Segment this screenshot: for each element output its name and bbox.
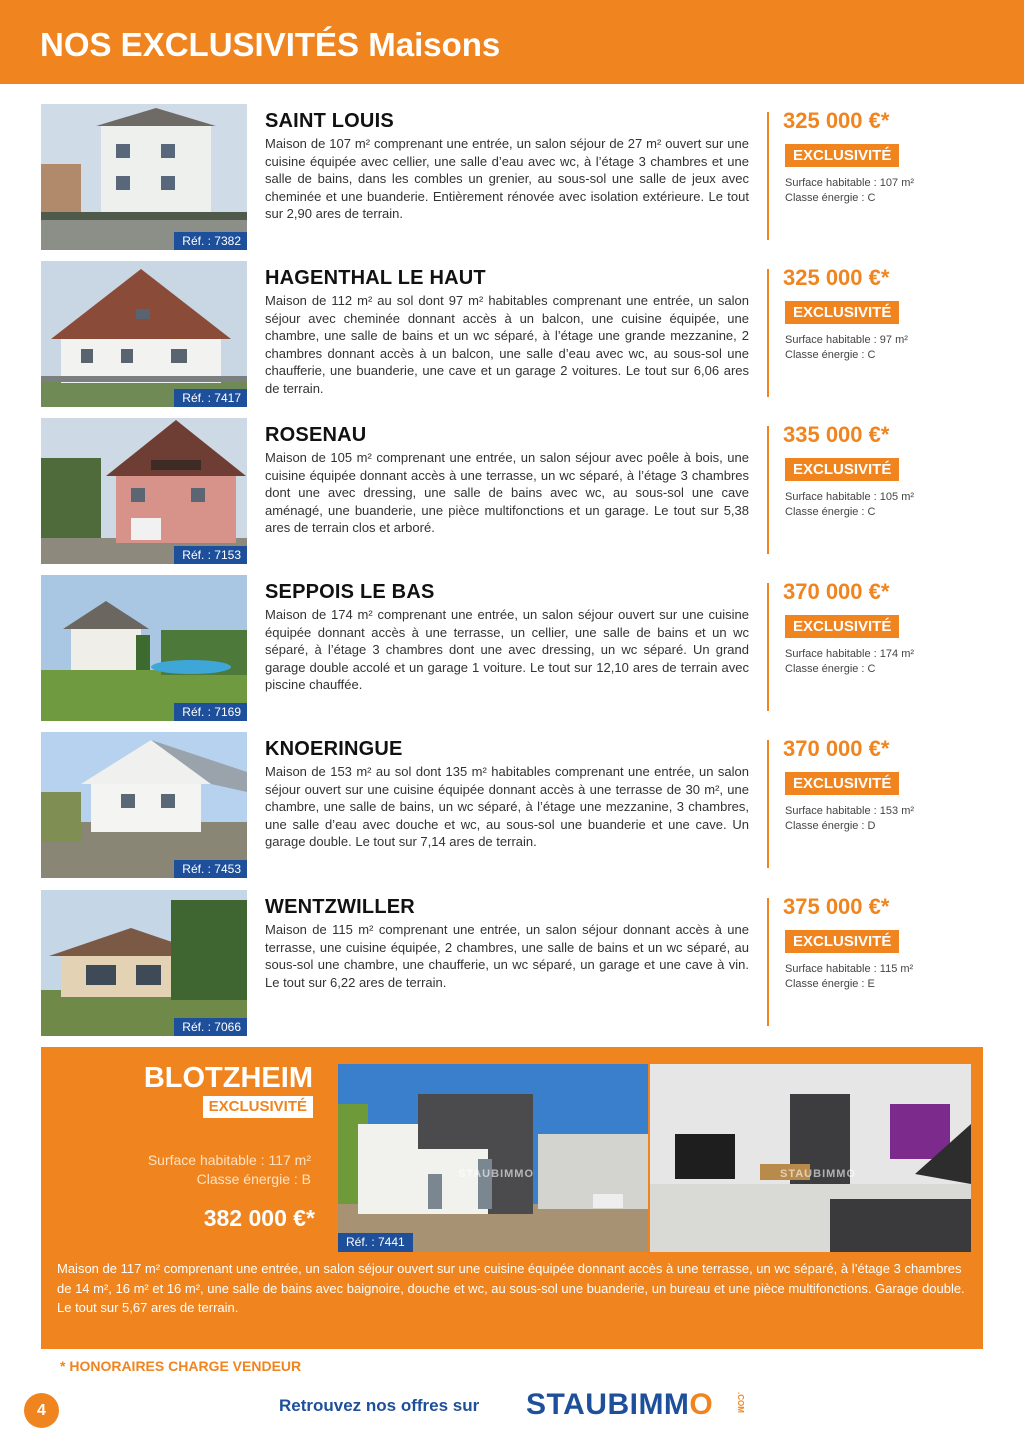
listing-city: HAGENTHAL LE HAUT xyxy=(265,267,486,289)
reference-label: Réf. : 7153 xyxy=(174,546,247,564)
page-header xyxy=(0,0,1024,84)
exclusivity-badge: EXCLUSIVITÉ xyxy=(785,301,899,324)
energy-class-label: Classe énergie : C xyxy=(785,192,876,204)
listing-specs xyxy=(785,647,914,677)
exclusivity-badge: EXCLUSIVITÉ xyxy=(785,930,899,953)
energy-class-label: Classe énergie : C xyxy=(785,663,876,675)
energy-class-label: Classe énergie : E xyxy=(785,978,875,990)
divider xyxy=(767,898,769,1026)
listing-price: 325 000 €* xyxy=(783,108,890,133)
featured-price: 382 000 €* xyxy=(203,1205,315,1231)
listing-saint-louis[interactable] xyxy=(41,104,981,250)
featured-photo-exterior[interactable] xyxy=(338,1064,648,1252)
listing-price: 375 000 €* xyxy=(783,894,890,919)
listing-wentzwiller[interactable] xyxy=(41,890,981,1036)
listing-specs xyxy=(785,176,914,206)
logo-suffix xyxy=(733,1392,747,1422)
surface-label: Surface habitable : 105 m² xyxy=(785,491,915,503)
divider xyxy=(767,269,769,397)
featured-description: Maison de 117 m² comprenant une entrée, un salon séjour ouvert sur une cuisine équipée donnant accès à une terrasse, un wc séparé, à l’étage 3 chambres de 14 m², 16 m² et 16 m², une salle de bains avec baignoire, douche et wc, au sous-sol une buanderie, un bureau et une pièce multifonctions. Garage double. Le tout sur 5,67 ares de terrain. xyxy=(57,1261,965,1315)
divider xyxy=(767,740,769,868)
listing-city: KNOERINGUE xyxy=(265,738,403,760)
exclusivity-badge: EXCLUSIVITÉ xyxy=(785,772,899,795)
listing-city: WENTZWILLER xyxy=(265,896,415,918)
energy-class-label: Classe énergie : D xyxy=(785,820,876,832)
energy-class-label: Classe énergie : C xyxy=(785,506,876,518)
divider xyxy=(767,426,769,554)
listing-city: SEPPOIS LE BAS xyxy=(265,581,435,603)
listing-seppois-le-bas[interactable] xyxy=(41,575,981,721)
listing-description: Maison de 107 m² comprenant une entrée, un salon séjour de 27 m² ouvert sur une cuisine équipée avec cellier, une salle d’eau avec wc, à l’étage 3 chambres et une salle de bains, dans les combles un grenier, au sous-sol une salle de jeux avec cheminée et une buanderie. Entièrement rénovée avec isolation extérieure. Le tout sur 2,90 ares de terrain. xyxy=(265,136,749,222)
reference-label: Réf. : 7382 xyxy=(174,232,247,250)
listing-rosenau[interactable] xyxy=(41,418,981,564)
listing-photo[interactable] xyxy=(41,418,247,564)
surface-label: Surface habitable : 97 m² xyxy=(785,334,908,346)
energy-class-label: Classe énergie : C xyxy=(785,349,876,361)
listing-knoeringue[interactable] xyxy=(41,732,981,878)
listing-price: 335 000 €* xyxy=(783,422,890,447)
fees-footnote: * HONORAIRES CHARGE VENDEUR xyxy=(60,1358,302,1374)
surface-label: Surface habitable : 153 m² xyxy=(785,805,915,817)
listing-price: 370 000 €* xyxy=(783,579,890,604)
page-number: 4 xyxy=(24,1393,59,1428)
listing-description: Maison de 174 m² comprenant une entrée, un salon séjour ouvert sur une cuisine équipée donnant accès à une terrasse, un cellier, une salle de bains et un wc séparé, à l’étage 3 chambres dont une avec dressing, un wc séparé. Un grand garage double accolé et un garage 1 voiture. Le tout sur 12,10 ares de terrain avec piscine chauffée. xyxy=(265,607,749,693)
page-title: NOS EXCLUSIVITÉS Maisons xyxy=(40,26,501,63)
offers-call-to-action: Retrouvez nos offres sur xyxy=(279,1396,480,1415)
listing-photo[interactable] xyxy=(41,575,247,721)
listing-city: ROSENAU xyxy=(265,424,367,446)
logo-letter-o: O xyxy=(689,1388,714,1421)
listing-photo[interactable] xyxy=(41,261,247,407)
listing-specs xyxy=(785,962,913,992)
listing-description: Maison de 115 m² comprenant une entrée, un salon séjour donnant accès à une terrasse, une cuisine équipée, 2 chambres, une salle de bains et un wc séparé, au sous-sol une chambre, une chaufferie, un wc séparé, un garage et une cave à vin. Le tout sur 6,22 ares de terrain. xyxy=(265,922,749,990)
surface-label: Surface habitable : 117 m² xyxy=(147,1152,311,1168)
listing-city: SAINT LOUIS xyxy=(265,110,394,132)
photo-watermark: STAUBIMMO xyxy=(780,1168,857,1180)
photo-watermark: STAUBIMMO xyxy=(458,1168,535,1180)
listing-description: Maison de 153 m² au sol dont 135 m² habitables comprenant une entrée, un salon séjour ouvert sur une cuisine équipée donnant accès à une terrasse de 30 m², une chambre, une salle de bains, un wc séparé, à l’étage une mezzanine, 3 chambres, une salle d’eau avec douche et wc, au sous-sol une buanderie et une cave. Un garage double. Le tout sur 7,14 ares de terrain. xyxy=(265,764,749,850)
listing-specs xyxy=(785,804,914,834)
divider xyxy=(767,583,769,711)
listing-specs xyxy=(785,333,908,363)
surface-label: Surface habitable : 107 m² xyxy=(785,177,915,189)
listing-price: 325 000 €* xyxy=(783,265,890,290)
listing-photo[interactable] xyxy=(41,732,247,878)
featured-city: BLOTZHEIM xyxy=(143,1062,313,1094)
reference-label: Réf. : 7066 xyxy=(174,1018,247,1036)
reference-label: Réf. : 7417 xyxy=(174,389,247,407)
surface-label: Surface habitable : 115 m² xyxy=(785,963,914,975)
listing-hagenthal-le-haut[interactable] xyxy=(41,261,981,407)
logo-text: STAUBIMM xyxy=(526,1388,690,1421)
listing-price: 370 000 €* xyxy=(783,736,890,761)
listing-description: Maison de 105 m² comprenant une entrée, un salon séjour avec poêle à bois, une cuisine équipée donnant accès à une terrasse, un wc séparé, à l’étage 3 chambres dont une avec dressing, une salle de bains avec wc, au sous-sol une cave aménagé, une buanderie, une pièce multifonctions et un garage. Le tout sur 5,38 ares de terrain clos et arboré. xyxy=(265,450,749,536)
listing-description: Maison de 112 m² au sol dont 97 m² habitables comprenant une entrée, un salon séjour avec cheminée donnant accès à un balcon, une cuisine équipée, une chambre, une salle de bains et un wc séparé, à l’étage une grande mezzanine, 2 chambres donnant accès à un balcon, une salle d’eau avec wc, au sous-sol une chaufferie, une buanderie, une cave et un garage 2 voitures. Le tout sur 6,06 ares de terrain. xyxy=(265,293,749,396)
reference-label: Réf. : 7453 xyxy=(174,860,247,878)
divider xyxy=(767,112,769,240)
exclusivity-badge: EXCLUSIVITÉ xyxy=(785,615,899,638)
exclusivity-badge: EXCLUSIVITÉ xyxy=(785,458,899,481)
energy-class-label: Classe énergie : B xyxy=(196,1171,311,1187)
exclusivity-badge: EXCLUSIVITÉ xyxy=(785,144,899,167)
listing-photo[interactable] xyxy=(41,104,247,250)
reference-label: Réf. : 7441 xyxy=(338,1233,413,1252)
surface-label: Surface habitable : 174 m² xyxy=(785,648,915,660)
exclusivity-badge: EXCLUSIVITÉ xyxy=(203,1096,313,1118)
listing-specs xyxy=(785,490,914,520)
featured-photo-interior[interactable] xyxy=(650,1064,971,1252)
featured-listing-blotzheim[interactable] xyxy=(41,1047,983,1349)
reference-label: Réf. : 7169 xyxy=(174,703,247,721)
staubimmo-logo[interactable] xyxy=(526,1388,713,1422)
listing-photo[interactable] xyxy=(41,890,247,1036)
featured-specs xyxy=(148,1151,311,1189)
logo-suffix-text: .COM xyxy=(736,1392,745,1413)
